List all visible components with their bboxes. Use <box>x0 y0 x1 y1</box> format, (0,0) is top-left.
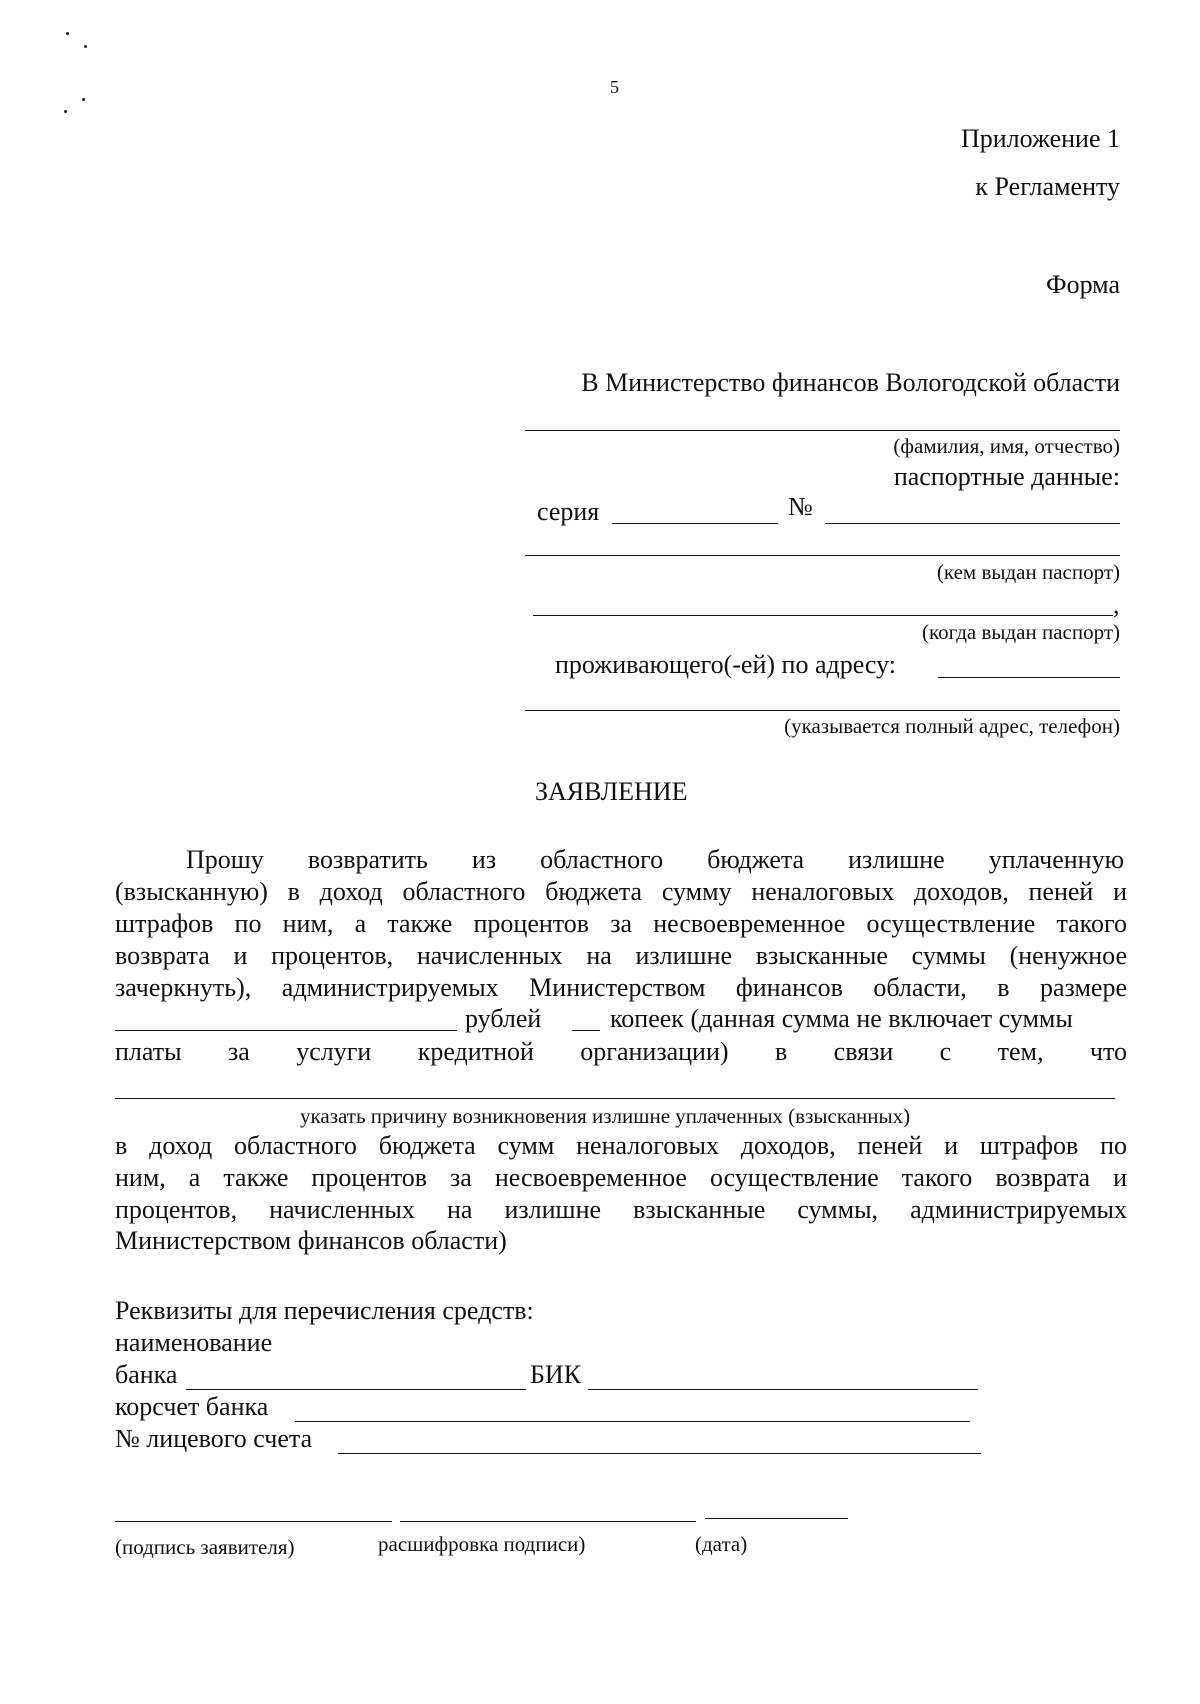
issued-by-field-line[interactable] <box>525 555 1120 556</box>
body-line-10 <box>115 1194 1127 1226</box>
kopecks-text: копеек (данная сумма не включает суммы <box>610 1004 1073 1033</box>
body-line-5 <box>115 972 1127 1004</box>
issued-when-field-line[interactable] <box>533 615 1113 616</box>
scan-speck <box>84 45 87 48</box>
date-caption: (дата) <box>695 1532 748 1556</box>
residence-field-inline[interactable] <box>938 677 1120 678</box>
body-text: зачеркнуть), администрируемых Министерством финансов области, в размере <box>115 973 1127 1002</box>
amount-rubles-field[interactable] <box>115 1030 457 1031</box>
reason-caption: указать причину возникновения излишне уплаченных (взысканных) <box>300 1104 911 1128</box>
bank-name-field[interactable] <box>186 1389 526 1390</box>
personal-account-field[interactable] <box>338 1453 981 1454</box>
passport-label: паспортные данные: <box>893 462 1120 491</box>
passport-number-label: № <box>788 492 813 521</box>
passport-series-label: серия <box>537 497 600 526</box>
requisites-heading: Реквизиты для перечисления средств: <box>115 1296 534 1325</box>
fio-field-line[interactable] <box>525 430 1120 431</box>
body-line-3 <box>115 908 1127 940</box>
bank-name-label-1: наименование <box>115 1328 273 1357</box>
corr-account-field[interactable] <box>295 1421 970 1422</box>
bik-label: БИК <box>530 1360 582 1389</box>
issued-by-caption: (кем выдан паспорт) <box>936 560 1120 584</box>
scan-speck <box>64 110 67 113</box>
residence-label: проживающего(-ей) по адресу: <box>555 650 896 679</box>
body-text: платы за услуги кредитной организации) в связи с тем, что <box>115 1037 1127 1066</box>
address-caption: (указывается полный адрес, телефон) <box>784 714 1120 738</box>
body-line-2 <box>115 876 1127 908</box>
body-text: ним, а также процентов за несвоевременное осуществление такого возврата и <box>115 1163 1127 1192</box>
statement-title: ЗАЯВЛЕНИЕ <box>535 777 688 806</box>
bank-name-label-2: банка <box>115 1360 178 1389</box>
page-number: 5 <box>610 77 619 97</box>
body-text: штрафов по ним, а также процентов за несвоевременное осуществление такого <box>115 909 1127 938</box>
issued-when-comma: , <box>1113 590 1120 619</box>
body-line-1 <box>186 844 1124 876</box>
signature-caption: (подпись заявителя) <box>115 1535 295 1559</box>
form-label: Форма <box>1046 270 1120 299</box>
body-text: возврата и процентов, начисленных на излишне взысканные суммы (ненужное <box>115 941 1127 970</box>
date-field[interactable] <box>705 1518 848 1519</box>
personal-account-label: № лицевого счета <box>115 1424 313 1453</box>
corr-account-label: корсчет банка <box>115 1392 269 1421</box>
appendix-line-2: к Регламенту <box>975 172 1120 201</box>
rubles-label: рублей <box>465 1004 542 1033</box>
passport-series-field[interactable] <box>612 523 778 524</box>
bik-field[interactable] <box>588 1389 978 1390</box>
amount-kopecks-field[interactable] <box>572 1030 600 1031</box>
body-line-8 <box>115 1130 1127 1162</box>
signature-decode-caption: расшифровка подписи) <box>378 1532 586 1556</box>
reason-field-line[interactable] <box>115 1098 1115 1099</box>
signature-decode-field[interactable] <box>400 1521 696 1522</box>
body-line-4 <box>115 940 1127 972</box>
fio-caption: (фамилия, имя, отчество) <box>893 434 1120 458</box>
passport-number-field[interactable] <box>825 523 1120 524</box>
body-line-11: Министерством финансов области) <box>115 1226 507 1255</box>
addressee: В Министерство финансов Вологодской области <box>581 368 1120 397</box>
scan-speck <box>82 98 85 101</box>
scan-speck <box>66 32 69 35</box>
body-text: (взысканную) в доход областного бюджета сумму неналоговых доходов, пеней и <box>115 877 1127 906</box>
body-line-9 <box>115 1162 1127 1194</box>
address-field-line[interactable] <box>525 710 1120 711</box>
appendix-line-1: Приложение 1 <box>960 124 1120 153</box>
body-line-7 <box>115 1036 1127 1068</box>
signature-field[interactable] <box>115 1521 392 1522</box>
issued-when-caption: (когда выдан паспорт) <box>922 620 1120 644</box>
body-text: процентов, начисленных на излишне взысканные суммы, администрируемых <box>115 1195 1127 1224</box>
body-text: в доход областного бюджета сумм неналоговых доходов, пеней и штрафов по <box>115 1131 1127 1160</box>
body-text: Прошу возвратить из областного бюджета излишне уплаченную <box>186 845 1124 874</box>
